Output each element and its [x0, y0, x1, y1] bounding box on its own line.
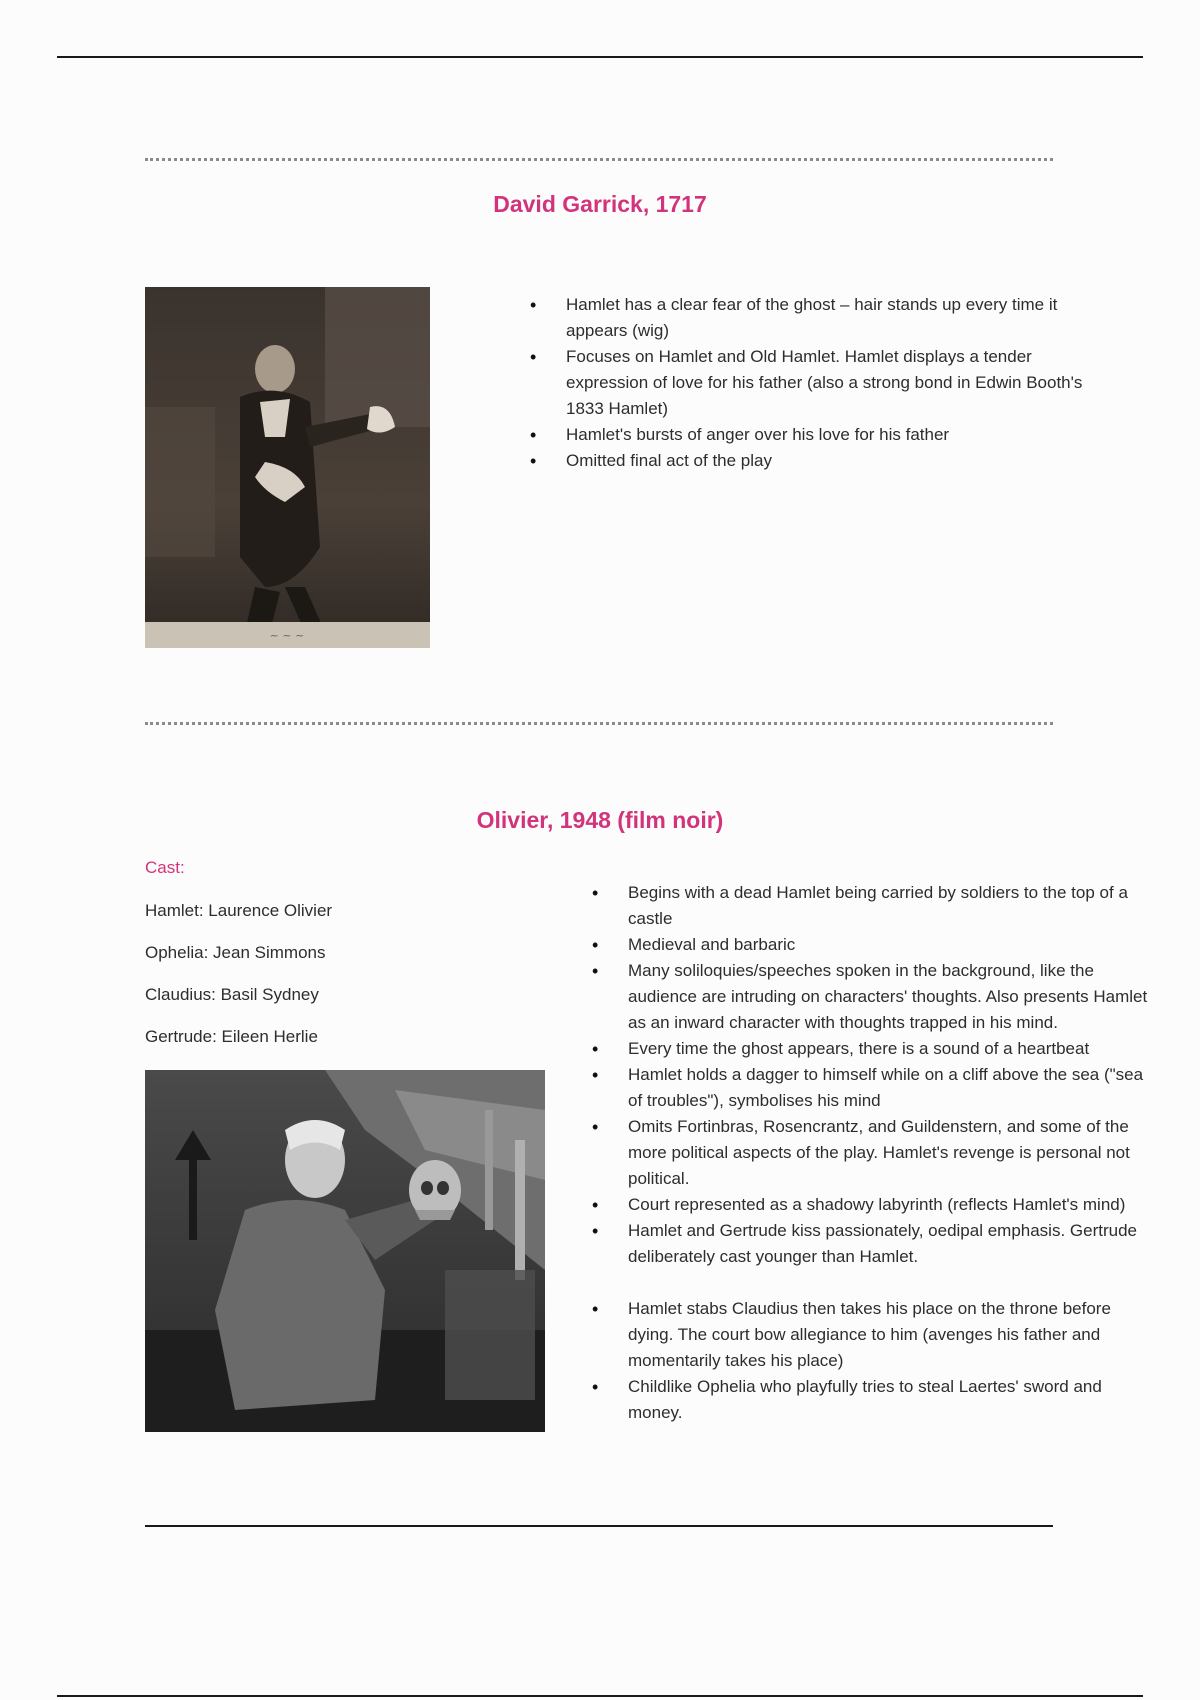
cast-gertrude: Gertrude: Eileen Herlie: [145, 1027, 318, 1046]
list-item: • Medieval and barbaric: [590, 932, 1150, 958]
section1-bullet-list: [528, 292, 1088, 474]
cast-ophelia: Ophelia: Jean Simmons: [145, 943, 326, 962]
bottom-rule: [57, 1695, 1143, 1697]
list-item: • Many soliloquies/speeches spoken in the background, like the audience are intruding on characters' thoughts. Also presents Hamlet as an inward character with thoughts trapped in his mind.: [590, 958, 1150, 1036]
cast-claudius: Claudius: Basil Sydney: [145, 985, 319, 1004]
cast-label: Cast:: [145, 858, 185, 877]
list-item: • Hamlet and Gertrude kiss passionately, oedipal emphasis. Gertrude deliberately cast younger than Hamlet.: [590, 1218, 1150, 1270]
section-divider-1: [145, 158, 1053, 161]
cast-hamlet: Hamlet: Laurence Olivier: [145, 901, 333, 920]
list-item: • Every time the ghost appears, there is a sound of a heartbeat: [590, 1036, 1150, 1062]
list-item: • Omitted final act of the play: [528, 448, 1088, 474]
garrick-engraving-image: [145, 287, 430, 648]
section2-bullet-list: [590, 880, 1150, 1426]
list-item: • Focuses on Hamlet and Old Hamlet. Hamlet displays a tender expression of love for his father (also a strong bond in Edwin Booth's 1833 Hamlet): [528, 344, 1088, 422]
list-item: • Court represented as a shadowy labyrinth (reflects Hamlet's mind): [590, 1192, 1150, 1218]
svg-text:~ ~ ~: ~ ~ ~: [269, 629, 305, 642]
section-divider-2: [145, 722, 1053, 725]
section2-title: Olivier, 1948 (film noir): [476, 807, 724, 833]
list-item: • Hamlet has a clear fear of the ghost – hair stands up every time it appears (wig): [528, 292, 1088, 344]
section-end-rule: [145, 1525, 1053, 1527]
list-item: • Hamlet holds a dagger to himself while on a cliff above the sea ("sea of troubles"), symbolises his mind: [590, 1062, 1150, 1114]
section1-title: David Garrick, 1717: [493, 191, 707, 217]
list-item: • Childlike Ophelia who playfully tries to steal Laertes' sword and money.: [590, 1374, 1150, 1426]
list-item: • Begins with a dead Hamlet being carried by soldiers to the top of a castle: [590, 880, 1150, 932]
list-item: • Hamlet stabs Claudius then takes his place on the throne before dying. The court bow allegiance to him (avenges his father and momentarily takes his place): [590, 1296, 1150, 1374]
top-rule: [57, 56, 1143, 58]
list-item: • Omits Fortinbras, Rosencrantz, and Guildenstern, and some of the more political aspects of the play. Hamlet's revenge is personal not political.: [590, 1114, 1150, 1192]
olivier-film-still-image: [145, 1070, 545, 1432]
list-item: • Hamlet's bursts of anger over his love for his father: [528, 422, 1088, 448]
